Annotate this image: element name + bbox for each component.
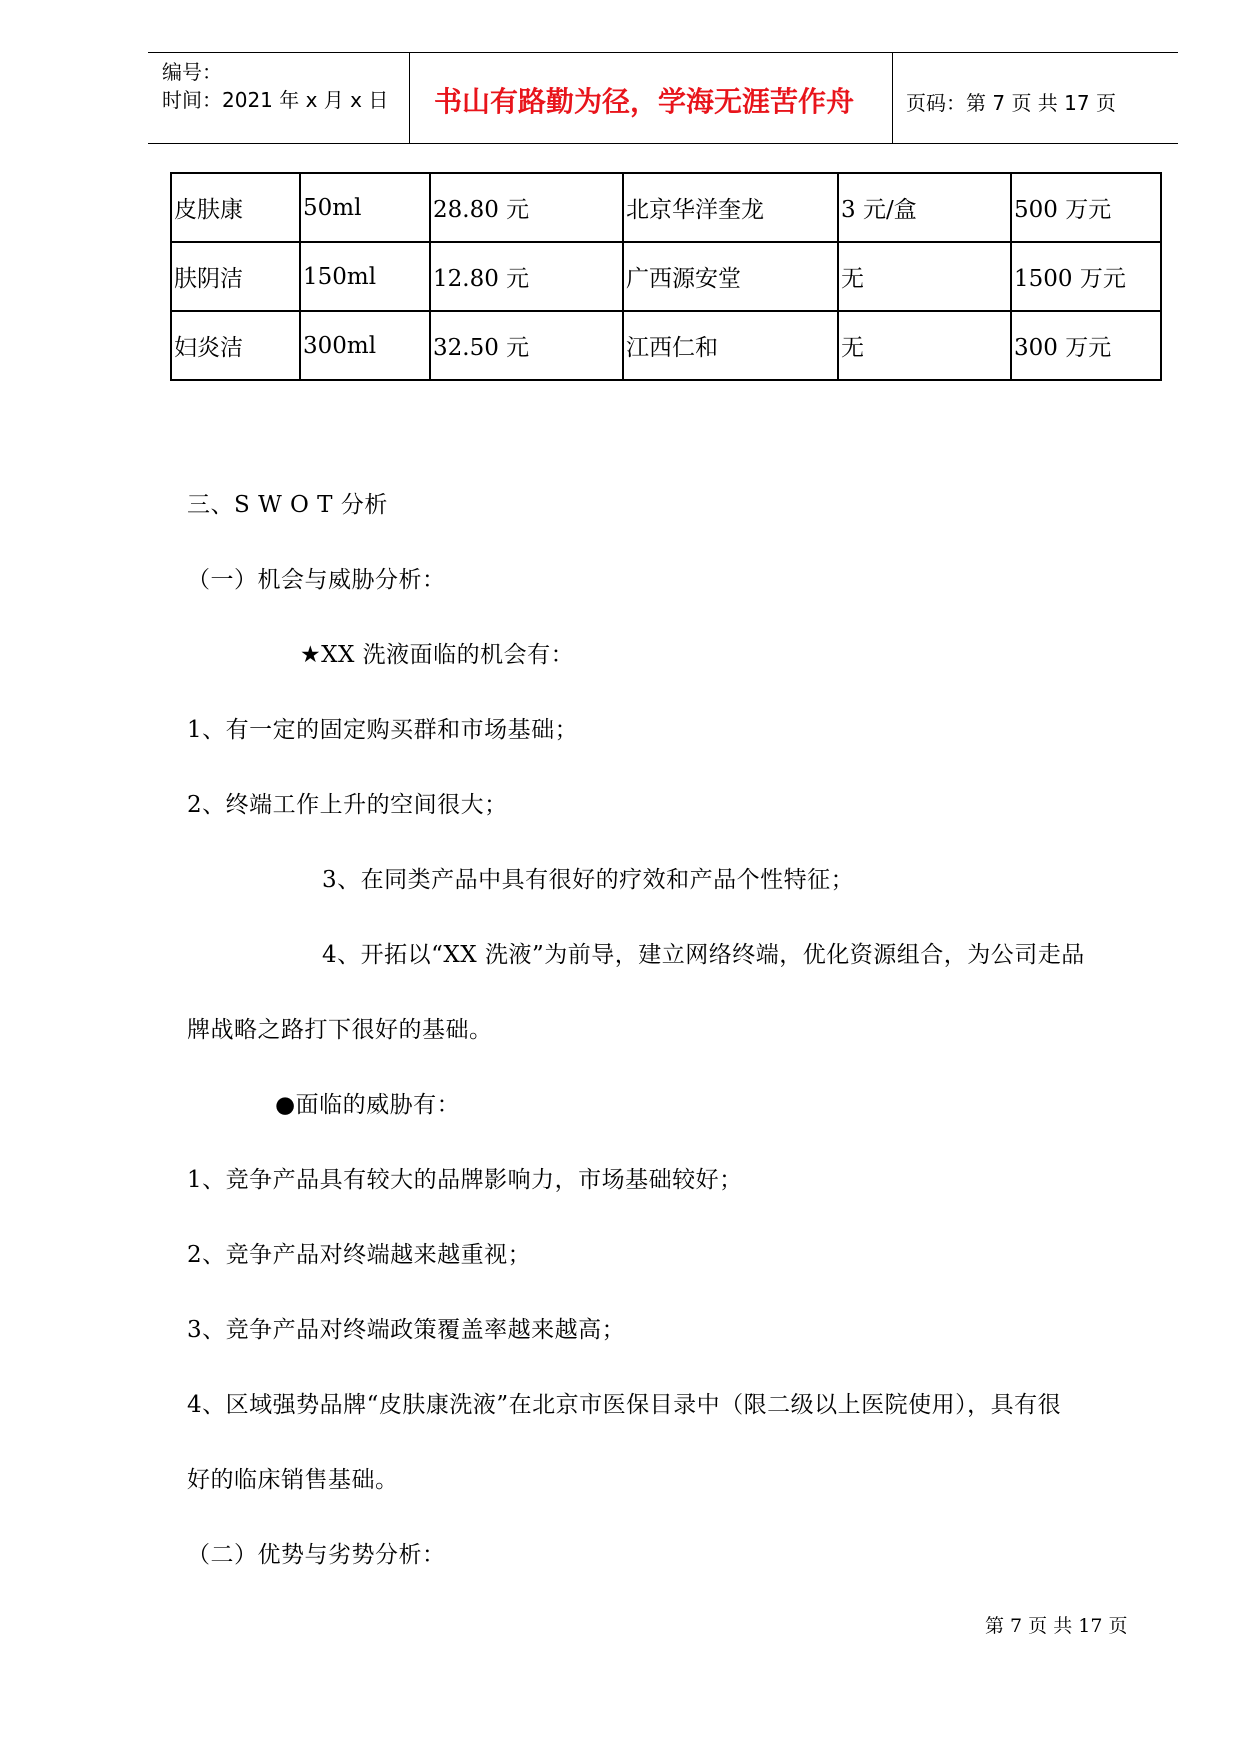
subsection-title: （二）优势与劣势分析：: [187, 1542, 446, 1568]
table-cell: 北京华洋奎龙: [623, 173, 838, 242]
table-cell: 1500 万元: [1011, 242, 1161, 311]
table-row: [171, 242, 1161, 311]
table-cell: 广西源安堂: [623, 242, 838, 311]
list-item: 2、终端工作上升的空间很大；: [187, 792, 508, 818]
table-cell: 无: [838, 242, 1011, 311]
table-cell: 肤阴洁: [171, 242, 300, 311]
table-cell: 50ml: [300, 173, 430, 242]
table-row: [171, 311, 1161, 380]
list-item: 4、区域强势品牌“皮肤康洗液”在北京市医保目录中（限二级以上医院使用），具有很: [187, 1392, 1062, 1418]
footer-page-number: 第 7 页 共 17 页: [985, 1615, 1128, 1637]
table-cell: 江西仁和: [623, 311, 838, 380]
table-cell: 32.50 元: [430, 311, 623, 380]
table-row: [171, 173, 1161, 242]
table-cell: 500 万元: [1011, 173, 1161, 242]
header-motto: 书山有路勤为径，学海无涯苦作舟: [434, 85, 855, 118]
header-bottom-rule: [148, 143, 1178, 144]
opportunities-heading: ★XX 洗液面临的机会有：: [300, 642, 575, 668]
subsection-title: （一）机会与威胁分析：: [187, 567, 446, 593]
list-item: 1、有一定的固定购买群和市场基础；: [187, 717, 579, 743]
threats-heading: ●面临的威胁有：: [275, 1092, 461, 1118]
list-item: 2、竞争产品对终端越来越重视；: [187, 1242, 532, 1268]
header-top-rule: [148, 52, 1178, 53]
section-title: 三、S W O T 分析: [187, 492, 388, 518]
list-item-continuation: 好的临床销售基础。: [187, 1467, 399, 1493]
list-item-continuation: 牌战略之路打下很好的基础。: [187, 1017, 493, 1043]
header-time-label: 时间：2021 年 x 月 x 日: [162, 88, 389, 112]
header-divider-right: [892, 52, 893, 143]
list-item: 3、在同类产品中具有很好的疗效和产品个性特征；: [322, 867, 855, 893]
table-cell: 300ml: [300, 311, 430, 380]
table-cell: 无: [838, 311, 1011, 380]
table-cell: 皮肤康: [171, 173, 300, 242]
table-cell: 150ml: [300, 242, 430, 311]
competitor-table: [170, 172, 1162, 381]
table-cell: 妇炎洁: [171, 311, 300, 380]
list-item: 3、竞争产品对终端政策覆盖率越来越高；: [187, 1317, 626, 1343]
table-cell: 300 万元: [1011, 311, 1161, 380]
header-code-label: 编号：: [162, 60, 222, 84]
header-divider-left: [409, 52, 410, 143]
header-page-label: 页码：第 7 页 共 17 页: [906, 91, 1116, 115]
table-cell: 28.80 元: [430, 173, 623, 242]
table-cell: 3 元/盒: [838, 173, 1011, 242]
list-item: 1、竞争产品具有较大的品牌影响力，市场基础较好；: [187, 1167, 743, 1193]
table-cell: 12.80 元: [430, 242, 623, 311]
list-item: 4、开拓以“XX 洗液”为前导，建立网络终端，优化资源组合，为公司走品: [322, 942, 1085, 968]
